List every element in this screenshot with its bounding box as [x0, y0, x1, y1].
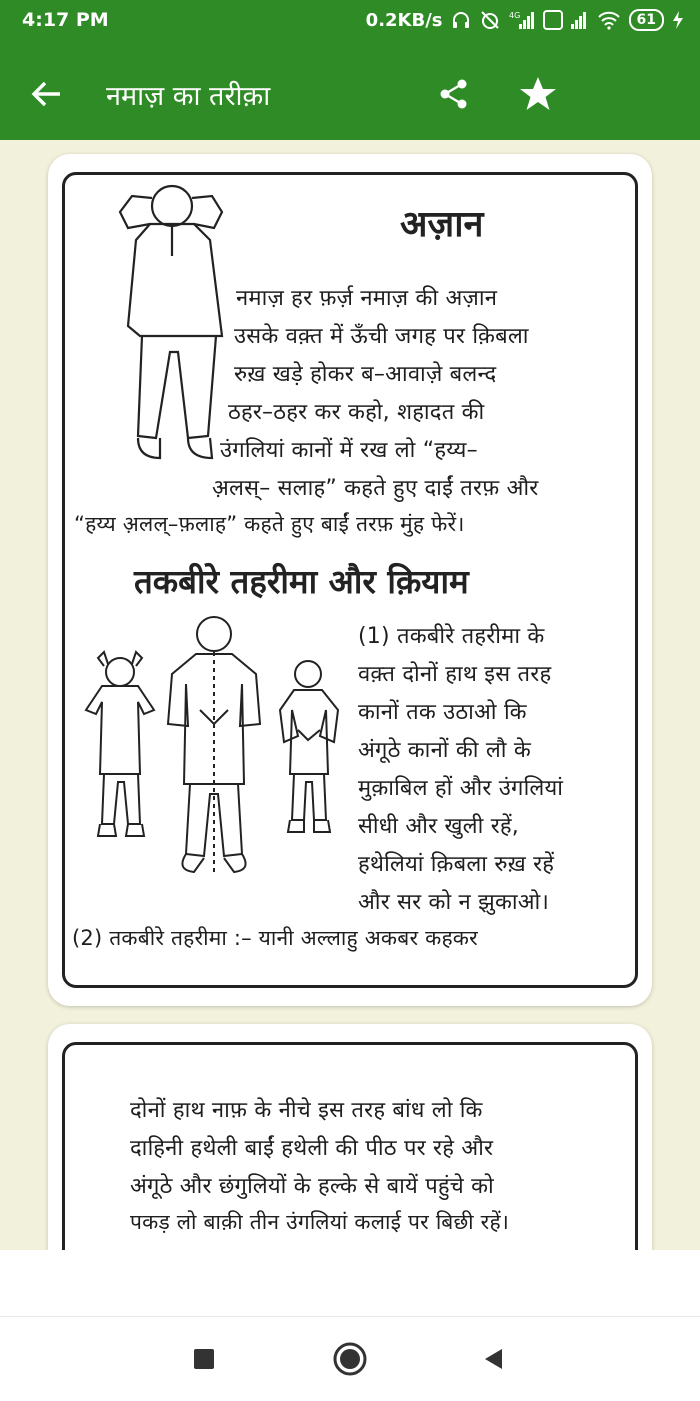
- takbeer-line: और सर को न झुकाओ।: [358, 890, 550, 915]
- page2-line: पकड़ लो बाक़ी तीन उंगलियां कलाई पर बिछी रहें।: [130, 1210, 509, 1234]
- takbeer-line: वक़्त दोनों हाथ इस तरह: [358, 662, 552, 687]
- page2-line: दाहिनी हथेली बाईं हथेली की पीठ पर रहे और: [130, 1136, 494, 1161]
- alarm-off-icon: [479, 8, 501, 32]
- azan-line: उंगलियां कानों में रख लो “हय्य–: [220, 438, 478, 463]
- app-bar: [0, 56, 700, 132]
- takbeer-line: हथेलियां क़िबला रुख़ रहें: [358, 852, 555, 877]
- back-arrow-icon[interactable]: [24, 72, 68, 116]
- page-title: नमाज़ का तरीक़ा: [106, 81, 271, 112]
- svg-text:4G: 4G: [508, 11, 520, 20]
- headphones-icon: [451, 8, 471, 32]
- azan-line: अ़लस्– सलाह” कहते हुए दाईं तरफ़ और: [212, 476, 539, 501]
- content-bottom-spacer: [0, 1250, 700, 1316]
- azan-line: नमाज़ हर फ़र्ज़ नमाज़ की अज़ान: [236, 286, 498, 311]
- page2-line: अंगूठे और छंगुलियों के हल्के से बायें पहुंचे को: [130, 1174, 494, 1199]
- takbeer-line: मुक़ाबिल हों और उंगलियां: [358, 776, 564, 801]
- takbeer-line: (1) तकबीरे तहरीमा के: [358, 624, 545, 649]
- takbeer-line: अंगूठे कानों की लौ के: [358, 738, 531, 763]
- page2-line: दोनों हाथ नाफ़ के नीचे इस तरह बांध लो कि: [130, 1098, 483, 1123]
- recent-apps-button[interactable]: [184, 1339, 224, 1379]
- azan-line: “हय्य अ़लल्–फ़लाह” कहते हुए बाईं तरफ़ मुंह फेरें।: [74, 512, 465, 536]
- home-button[interactable]: [330, 1339, 370, 1379]
- takbeer-line: कानों तक उठाओ कि: [358, 700, 527, 725]
- status-bar: [0, 0, 700, 44]
- battery-icon: 61: [629, 9, 664, 31]
- takbeer-figures-illustration: [76, 614, 352, 884]
- takbeer-line: सीधी और खुली रहें,: [358, 814, 519, 839]
- charging-icon: [672, 8, 684, 32]
- volte-icon: [543, 8, 563, 32]
- status-time: 4:17 PM: [22, 9, 109, 31]
- signal-icon: [571, 8, 589, 32]
- wifi-icon: [597, 8, 621, 32]
- page-card-2: [48, 1024, 652, 1284]
- heading-azan: अज़ान: [400, 203, 484, 245]
- takbeer-last-line: (2) तकबीरे तहरीमा :– यानी अल्लाहु अकबर कहकर: [72, 926, 478, 950]
- heading-takbeer: तकबीरे तहरीमा और क़ियाम: [134, 562, 469, 601]
- azan-line: उसके वक़्त में ऊँची जगह पर क़िबला: [234, 324, 529, 349]
- signal-icon: [509, 8, 535, 32]
- star-icon[interactable]: [514, 70, 562, 118]
- share-icon[interactable]: [432, 72, 476, 116]
- azan-line: ठहर–ठहर कर कहो, शहादत की: [228, 400, 485, 425]
- azan-line: रुख़ खड़े होकर ब–आवाज़े बलन्द: [234, 362, 497, 387]
- net-speed: 0.2KB/s: [365, 9, 443, 31]
- page-frame: [62, 1042, 638, 1284]
- app-header: [0, 0, 700, 140]
- page-card-1: [48, 154, 652, 1006]
- system-nav-bar: [0, 1316, 700, 1401]
- status-icons: [366, 8, 684, 32]
- back-button[interactable]: [474, 1339, 514, 1379]
